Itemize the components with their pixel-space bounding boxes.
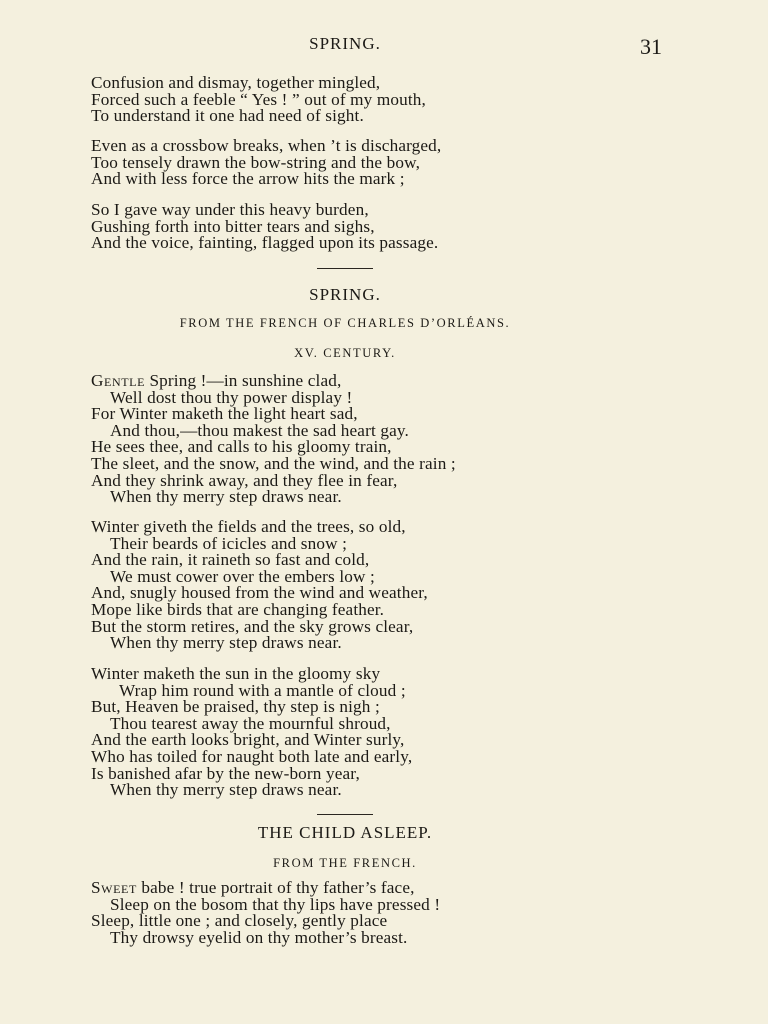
verse-line: We must cower over the embers low ; <box>110 566 375 586</box>
verse-line: Sleep on the bosom that thy lips have pressed ! <box>110 894 441 914</box>
verse-line: And the earth looks bright, and Winter surly, <box>91 730 405 750</box>
verse-line: Thou tearest away the mournful shroud, <box>110 713 391 733</box>
verse-line: Sleep, little one ; and closely, gently place <box>91 911 388 931</box>
verse-line: Gushing forth into bitter tears and sighs, <box>91 216 375 236</box>
poem-source: FROM THE FRENCH OF CHARLES D’ORLÉANS. <box>179 316 511 330</box>
drop-word: Sweet <box>91 878 137 897</box>
verse-line: Even as a crossbow breaks, when ’t is discharged, <box>91 136 442 155</box>
verse-line: And with less force the arrow hits the mark ; <box>91 169 405 189</box>
verse-line: Well dost thou thy power display ! <box>110 387 353 407</box>
verse-line: But, Heaven be praised, thy step is nigh ; <box>91 697 380 717</box>
verse-line: The sleet, and the snow, and the wind, and the rain ; <box>91 453 456 473</box>
poem-title: SPRING. <box>309 285 381 304</box>
verse-line: He sees thee, and calls to his gloomy train, <box>91 437 392 457</box>
verse-line: And the voice, fainting, flagged upon its passage. <box>91 233 439 253</box>
verse-line: Winter giveth the fields and the trees, so old, <box>91 517 406 536</box>
verse-line: And thou,—thou makest the sad heart gay. <box>110 420 409 440</box>
stanza <box>91 519 691 652</box>
verse-line: Thy drowsy eyelid on thy mother’s breast. <box>110 927 408 947</box>
verse-line: To understand it one had need of sight. <box>91 106 364 126</box>
verse-line: Mope like birds that are changing feather. <box>91 599 385 619</box>
verse-line: When thy merry step draws near. <box>110 633 342 653</box>
verse-line: Confusion and dismay, together mingled, <box>91 73 381 92</box>
verse-line: So I gave way under this heavy burden, <box>91 200 369 219</box>
poem-source: FROM THE FRENCH. <box>273 856 417 870</box>
verse-line: Their beards of icicles and snow ; <box>110 533 348 553</box>
section-divider <box>317 268 373 269</box>
verse-line: Winter maketh the sun in the gloomy sky <box>91 664 381 683</box>
verse-line: Is banished afar by the new-born year, <box>91 763 360 783</box>
verse-line: Wrap him round with a mantle of cloud ; <box>119 680 406 700</box>
running-head <box>0 34 768 59</box>
verse-line: Forced such a feeble “ Yes ! ” out of my mouth, <box>91 89 426 109</box>
line-text: Spring !—in sunshine clad, <box>145 371 342 390</box>
stanza <box>91 138 691 188</box>
poem-era: XV. CENTURY. <box>294 346 396 360</box>
stanza <box>91 75 691 125</box>
verse-line: Too tensely drawn the bow-string and the bow, <box>91 152 421 172</box>
stanza <box>91 666 691 799</box>
verse-line: But the storm retires, and the sky grows clear, <box>91 616 414 636</box>
drop-word: Gentle <box>91 371 145 390</box>
running-title: SPRING. <box>309 34 381 53</box>
stanza <box>91 880 691 946</box>
line-text: babe ! true portrait of thy father’s face, <box>136 878 415 897</box>
stanza <box>91 202 691 252</box>
poem-title: THE CHILD ASLEEP. <box>257 823 433 842</box>
verse-line: When thy merry step draws near. <box>110 487 342 507</box>
stanza <box>91 373 691 506</box>
verse-line: When thy merry step draws near. <box>110 780 342 800</box>
verse-line: And the rain, it raineth so fast and cold, <box>91 550 370 570</box>
verse-line: Who has toiled for naught both late and early, <box>91 746 413 766</box>
verse-line: For Winter maketh the light heart sad, <box>91 404 358 424</box>
section-divider <box>317 814 373 815</box>
page-number: 31 <box>640 34 662 59</box>
verse-line: And, snugly housed from the wind and weather, <box>91 583 428 603</box>
verse-line: And they shrink away, and they flee in fear, <box>91 470 398 490</box>
